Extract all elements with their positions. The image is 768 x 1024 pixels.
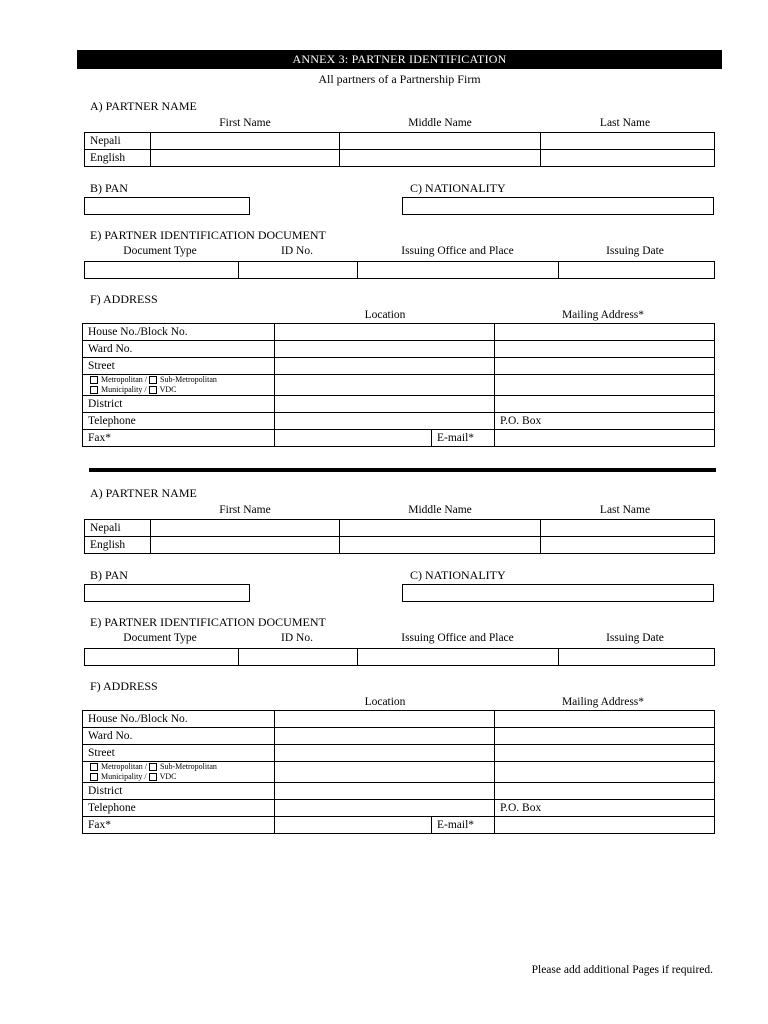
document-type-field[interactable] <box>85 649 239 666</box>
nepali-middle-name-field[interactable] <box>340 133 541 150</box>
nationality-label: C) NATIONALITY <box>410 568 506 582</box>
last-name-header: Last Name <box>599 504 651 516</box>
annex-title: ANNEX 3: PARTNER IDENTIFICATION <box>77 50 722 69</box>
id-document-label: E) PARTNER IDENTIFICATION DOCUMENT <box>90 615 326 629</box>
partner-name-table <box>84 132 715 167</box>
metropolitan-label: Metropolitan / <box>101 762 147 771</box>
ward-no-label: Ward No. <box>83 728 275 745</box>
id-no-field[interactable] <box>239 262 358 279</box>
district-location-field[interactable] <box>275 783 495 800</box>
pan-label: B) PAN <box>90 181 128 195</box>
district-mailing-field[interactable] <box>495 783 715 800</box>
fax-label: Fax* <box>83 817 275 834</box>
table-row <box>83 783 715 800</box>
sub-metropolitan-label: Sub-Metropolitan <box>160 762 217 771</box>
municipality-location-field[interactable] <box>275 375 495 396</box>
id-no-header: ID No. <box>281 632 313 644</box>
fax-field[interactable] <box>275 817 432 834</box>
municipality-label: Municipality / <box>101 385 147 394</box>
partner-name-table <box>84 519 715 554</box>
vdc-label: VDC <box>159 385 177 394</box>
table-row <box>83 341 715 358</box>
nepali-middle-name-field[interactable] <box>340 520 541 537</box>
table-row <box>83 728 715 745</box>
nepali-first-name-field[interactable] <box>151 133 340 150</box>
address-table <box>82 323 715 447</box>
table-row <box>85 649 715 666</box>
po-box-label: P.O. Box <box>500 802 542 814</box>
last-name-header: Last Name <box>599 117 651 129</box>
street-mailing-field[interactable] <box>495 358 715 375</box>
table-row <box>83 413 715 430</box>
district-mailing-field[interactable] <box>495 396 715 413</box>
annex-subtitle: All partners of a Partnership Firm <box>318 72 481 86</box>
nepali-last-name-field[interactable] <box>541 520 715 537</box>
id-document-table <box>84 261 715 279</box>
po-box-field[interactable] <box>495 413 715 430</box>
telephone-field[interactable] <box>275 800 495 817</box>
po-box-field[interactable] <box>495 800 715 817</box>
street-label: Street <box>83 745 275 762</box>
district-label: District <box>83 396 275 413</box>
table-row <box>83 430 715 447</box>
municipality-mailing-field[interactable] <box>495 762 715 783</box>
row-label-english: English <box>85 150 151 167</box>
id-document-label: E) PARTNER IDENTIFICATION DOCUMENT <box>90 228 326 242</box>
district-location-field[interactable] <box>275 396 495 413</box>
ward-no-mailing-field[interactable] <box>495 341 715 358</box>
email-label: E-mail* <box>432 817 495 834</box>
location-header: Location <box>364 696 406 708</box>
table-row <box>83 745 715 762</box>
issuing-office-field[interactable] <box>358 262 559 279</box>
issuing-office-header: Issuing Office and Place <box>401 245 514 257</box>
footer-note: Please add additional Pages if required. <box>531 964 713 976</box>
document-type-header: Document Type <box>123 632 197 644</box>
row-label-nepali: Nepali <box>85 520 151 537</box>
district-label: District <box>83 783 275 800</box>
table-row <box>85 150 715 167</box>
metropolitan-checkbox[interactable] <box>90 763 98 771</box>
ward-no-location-field[interactable] <box>275 728 495 745</box>
nationality-label: C) NATIONALITY <box>410 181 506 195</box>
partner-name-label: A) PARTNER NAME <box>90 99 197 113</box>
table-row <box>85 262 715 279</box>
house-no-location-field[interactable] <box>275 711 495 728</box>
table-row <box>83 817 715 834</box>
address-table <box>82 710 715 834</box>
english-middle-name-field[interactable] <box>340 150 541 167</box>
vdc-checkbox[interactable] <box>149 386 157 394</box>
issuing-date-field[interactable] <box>559 262 715 279</box>
table-row <box>85 520 715 537</box>
mailing-address-header: Mailing Address* <box>561 696 645 708</box>
partner-name-label: A) PARTNER NAME <box>90 486 197 500</box>
sub-metropolitan-checkbox[interactable] <box>149 763 157 771</box>
sub-metropolitan-checkbox[interactable] <box>149 376 157 384</box>
id-no-header: ID No. <box>281 245 313 257</box>
telephone-field[interactable] <box>275 413 495 430</box>
municipality-checkbox[interactable] <box>90 386 98 394</box>
document-type-header: Document Type <box>123 245 197 257</box>
metropolitan-label: Metropolitan / <box>101 375 147 384</box>
house-no-mailing-field[interactable] <box>495 711 715 728</box>
id-no-field[interactable] <box>239 649 358 666</box>
table-row <box>85 133 715 150</box>
fax-label: Fax* <box>83 430 275 447</box>
ward-no-location-field[interactable] <box>275 341 495 358</box>
issuing-date-header: Issuing Date <box>606 245 664 257</box>
table-row <box>83 324 715 341</box>
pan-field[interactable] <box>84 197 250 215</box>
english-first-name-field[interactable] <box>151 537 340 554</box>
id-document-table <box>84 648 715 666</box>
address-label: F) ADDRESS <box>90 679 158 693</box>
municipality-label: Municipality / <box>101 772 147 781</box>
telephone-label: Telephone <box>83 413 275 430</box>
table-row <box>83 762 715 783</box>
middle-name-header: Middle Name <box>408 117 472 129</box>
issuing-office-header: Issuing Office and Place <box>401 632 514 644</box>
house-no-label: House No./Block No. <box>83 711 275 728</box>
row-label-english: English <box>85 537 151 554</box>
issuing-office-field[interactable] <box>358 649 559 666</box>
first-name-header: First Name <box>219 504 271 516</box>
street-label: Street <box>83 358 275 375</box>
table-row <box>85 537 715 554</box>
mailing-address-header: Mailing Address* <box>561 309 645 321</box>
municipality-mailing-field[interactable] <box>495 375 715 396</box>
section-divider <box>89 468 716 472</box>
nepali-first-name-field[interactable] <box>151 520 340 537</box>
table-row <box>83 396 715 413</box>
po-box-label: P.O. Box <box>500 415 542 427</box>
issuing-date-header: Issuing Date <box>606 632 664 644</box>
municipality-location-field[interactable] <box>275 762 495 783</box>
house-no-label: House No./Block No. <box>83 324 275 341</box>
pan-label: B) PAN <box>90 568 128 582</box>
email-field[interactable] <box>495 430 715 447</box>
table-row <box>83 711 715 728</box>
house-no-mailing-field[interactable] <box>495 324 715 341</box>
document-type-field[interactable] <box>85 262 239 279</box>
telephone-label: Telephone <box>83 800 275 817</box>
pan-field[interactable] <box>84 584 250 602</box>
middle-name-header: Middle Name <box>408 504 472 516</box>
issuing-date-field[interactable] <box>559 649 715 666</box>
street-location-field[interactable] <box>275 745 495 762</box>
nationality-field[interactable] <box>402 197 714 215</box>
ward-no-mailing-field[interactable] <box>495 728 715 745</box>
english-last-name-field[interactable] <box>541 537 715 554</box>
ward-no-label: Ward No. <box>83 341 275 358</box>
sub-metropolitan-label: Sub-Metropolitan <box>160 375 217 384</box>
english-first-name-field[interactable] <box>151 150 340 167</box>
address-label: F) ADDRESS <box>90 292 158 306</box>
first-name-header: First Name <box>219 117 271 129</box>
municipality-type-cell <box>83 375 275 396</box>
fax-field[interactable] <box>275 430 432 447</box>
location-header: Location <box>364 309 406 321</box>
english-last-name-field[interactable] <box>541 150 715 167</box>
row-label-nepali: Nepali <box>85 133 151 150</box>
table-row <box>83 375 715 396</box>
vdc-label: VDC <box>159 772 177 781</box>
municipality-checkbox[interactable] <box>90 773 98 781</box>
street-mailing-field[interactable] <box>495 745 715 762</box>
nepali-last-name-field[interactable] <box>541 133 715 150</box>
house-no-location-field[interactable] <box>275 324 495 341</box>
vdc-checkbox[interactable] <box>149 773 157 781</box>
metropolitan-checkbox[interactable] <box>90 376 98 384</box>
email-field[interactable] <box>495 817 715 834</box>
nationality-field[interactable] <box>402 584 714 602</box>
email-label: E-mail* <box>432 430 495 447</box>
street-location-field[interactable] <box>275 358 495 375</box>
table-row <box>83 800 715 817</box>
municipality-type-cell <box>83 762 275 783</box>
english-middle-name-field[interactable] <box>340 537 541 554</box>
table-row <box>83 358 715 375</box>
